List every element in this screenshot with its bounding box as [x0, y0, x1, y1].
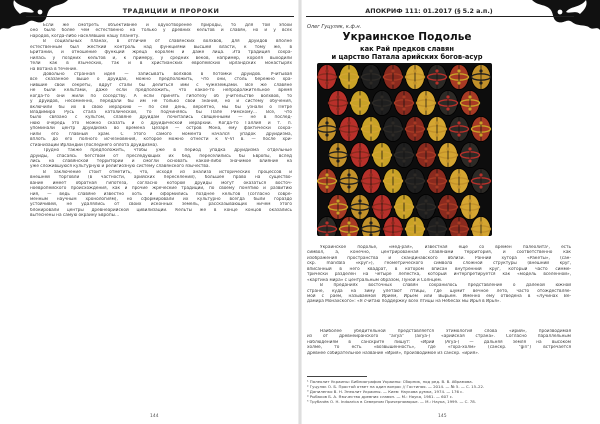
right-page-text-a	[307, 245, 571, 305]
article-title: Украинское Подолье	[342, 31, 472, 43]
pysanky-image	[317, 63, 492, 236]
text-line: блокировали центры древнеарийской цивилизации. Кельты же в конце концов оказались	[30, 207, 292, 213]
easter-egg	[406, 169, 425, 194]
article-subtitle-line1: как Рай предков славян	[360, 45, 454, 53]
book-gutter	[298, 0, 302, 424]
text-line: у друидов, несомненно, передали бы им не только свои знания, но и систему обучения,	[30, 99, 292, 105]
easter-egg	[351, 195, 370, 220]
easter-egg	[373, 91, 392, 116]
left-page-text	[30, 23, 292, 219]
easter-egg	[373, 143, 392, 168]
running-head-right: АПОКРИФ 111: 01.2017 (§ 5.2 a.п.)	[365, 7, 493, 15]
easter-egg	[395, 91, 414, 116]
text-line: наблюдениям в санскрите пишут: «Ирий (Arya-) — дальняя земля на высоком	[307, 339, 571, 345]
text-line: холме, то есть «возвышенность», где «гора-холм» (санскр. "giri") встречается	[307, 345, 571, 351]
easter-egg	[362, 169, 381, 194]
text-line: дамира Монахского»: «Я считаю поддержку всех птицы на Небесах мы Ирья в Ирья».	[307, 299, 501, 305]
article-author: Олег Гуцуляк, к.ф.н.	[307, 24, 362, 30]
text-line: мой с раем, называемой Ирием, Ирьем или Вырьем. Именно ему отведена в «Лучинах Ве-	[307, 293, 571, 299]
text-line: из от древнеиранского "airya" (airya-) «арийская страна». Согласно параллельным	[307, 334, 571, 340]
text-line: стране, куда на зиму улетают птицы, где шумит вечное лето, часто отождествляе-	[307, 288, 571, 294]
text-line: включили бы их в свою иерархию — по сей день, вероятно, мы бы узнали о Петре	[30, 104, 292, 110]
easter-egg	[340, 117, 359, 142]
right-page-text-b	[307, 329, 571, 356]
easter-egg	[450, 65, 469, 90]
text-line: ноевропейского происхождения, как и прочие жреческие традиции, по своему понятию и развитию	[30, 186, 292, 192]
easter-egg	[472, 65, 491, 90]
text-line: В преданиях восточных славян сохранилось представление о далёкой южной	[320, 283, 571, 289]
easter-egg	[461, 91, 480, 116]
easter-egg	[428, 169, 447, 194]
easter-egg	[439, 143, 458, 168]
easter-egg	[395, 195, 414, 220]
running-head-left: ТРАДИЦИИ И ПРОРОКИ	[122, 7, 220, 15]
easter-egg	[395, 143, 414, 168]
text-line: Британии, и отношение функций жреца королём и даже лица. Эта традиция сохра-	[30, 50, 292, 56]
easter-egg	[450, 117, 469, 142]
text-line: менным научным хронологиям), но сформировали их культурно всегда были гораздо	[30, 197, 292, 202]
easter-egg	[439, 195, 458, 220]
easter-egg	[461, 195, 480, 220]
easter-egg	[340, 65, 359, 90]
easter-egg	[461, 143, 480, 168]
easter-egg	[384, 117, 403, 142]
text-line: нюю очередь это можно сказать и о друидической иерархии. Когда-то Галлия и т. п.	[30, 120, 292, 126]
text-line: когда-то они жили по соседству. А если принять гипотезу об учительстве волхвов, то	[30, 93, 292, 99]
article-subtitle-line2: и царство Патала арийских богов-асур	[331, 53, 483, 61]
easter-egg	[351, 143, 370, 168]
text-line: уже сложившуюся культурную и религиозную систему славянского язычества.	[30, 164, 210, 170]
footnote: ⁴ Рыбаков Б. А. Язычество древних славян. — М.: Наука, 1981. — 607 с.	[307, 394, 454, 399]
text-line: Наиболее убедительной представляется этимология слова «ирий», производимая	[320, 329, 571, 334]
text-line: было связано с культом, славяне друидам почитались священными — не в послед-	[30, 115, 292, 121]
text-line: Трудно также предположить, чтобы уже в период упадка друидизма отдельные	[43, 148, 292, 154]
figure-pysanky	[317, 63, 492, 236]
text-line: вытеснены на самую окраину Европы…	[30, 213, 120, 219]
text-line: естественным был жёсткий контроль над функциями высшей власти, к тому же, в	[30, 44, 292, 50]
text-line: друиды, спасаясь бегством от преследующих их бед, переселились бы Европы, вслед	[30, 153, 292, 159]
easter-egg	[329, 195, 348, 220]
text-line: Владимира Русь стала католической, то подчиняясь бы Папе Римскому… Всё, что	[30, 110, 292, 115]
text-line: вписанный в него квадрат, в котором вписан внутренний круг, который часто симме-	[307, 266, 571, 272]
easter-egg	[362, 117, 381, 142]
easter-egg	[362, 65, 381, 90]
footnote-rule	[307, 376, 367, 377]
text-line: «картина мира» с центральным образом, Луной и Солнцем.	[307, 277, 443, 283]
text-line: внешней торговли (в частности, арийских переселений), большее право на существо-	[30, 175, 292, 181]
text-line: трически разделён на четыре лепестка, который интерпретируется как «модель вселенной»,	[307, 272, 571, 278]
text-line: устойчивей, не удалялись от своих исконных земель, рассказывающих ничем этого	[30, 202, 292, 208]
text-line: вплоть до его полного исчезновения, которое можно отнести к V–VI в. — после хри-	[30, 137, 292, 143]
easter-egg	[406, 117, 425, 142]
easter-egg	[340, 169, 359, 194]
text-line: лись на славянской территории и смогли основать какой-либо значимое влияние на	[30, 158, 292, 164]
text-line: всё сказанное выше о друидах, можно предположить, что они, столь бережно хра-	[30, 77, 292, 83]
text-line: упоминали центр друидизма во времена Цезаря — остров Мона, ему фактически сохра-	[30, 126, 292, 132]
easter-egg	[417, 91, 436, 116]
text-line: Если же смотреть объективнее и одухотворенее природы, то для той эпохи	[43, 23, 292, 28]
text-line: нилась у поздних кельтов и, к примеру, у средних веков, например, короля выходили	[30, 55, 292, 61]
easter-egg	[450, 169, 469, 194]
text-line: Украинское подолье, «мёд-рая», известная ещё со времён палеолита¹, есть	[320, 245, 571, 250]
text-line: ния, — ведь славяне известно хоть и оформились позднее кельтов (согласно совре-	[30, 191, 292, 197]
page-number-right: 145	[438, 414, 447, 419]
easter-egg	[417, 195, 436, 220]
easter-egg	[428, 117, 447, 142]
text-line: В социальных планах, в отличие от славянских волхвов, для друидов вполне	[43, 39, 292, 45]
text-line: народов, когда-либо населявших нашу планету.	[30, 33, 140, 39]
easter-egg	[472, 117, 491, 142]
easter-egg	[318, 117, 337, 142]
text-line: на Вотана в течение.	[30, 66, 78, 72]
text-line: вание имеет обратная гипотеза, согласно которой друиды могут оказаться восточ-	[30, 180, 292, 186]
easter-egg	[373, 195, 392, 220]
footnote: ¹ Палеолит Украины: Библиография Украины: Сборник, под ред. В. В. Абрамова.	[307, 379, 473, 384]
footnote: ³ Даниленко В. Н. Энеолит Украины. — Киев: Наукова думка, 1974. — 176 с.	[307, 389, 464, 394]
easter-egg	[318, 65, 337, 90]
header-rule-right	[306, 16, 574, 17]
text-line: скр. mandala «круг»), геометрического символа сложной структуры (внешний круг,	[307, 261, 571, 267]
text-line: древнее собирательное название «Ирия», производимое из санскр. «ирия».	[307, 350, 480, 356]
easter-egg	[318, 169, 337, 194]
page-number-left: 144	[150, 414, 159, 419]
text-line: Довольно странная идея — записывать волхвов в потомки друидов. Учитывая	[43, 71, 292, 77]
header-rule-left	[26, 16, 294, 17]
text-line: нившие свои секреты, вдруг стали бы делиться ими с чужеземцами. Всё же славяне	[30, 82, 292, 88]
easter-egg	[351, 91, 370, 116]
text-line: стианизации Ирландии (последнего оплота друидизма).	[30, 142, 159, 148]
text-line: не были кельтами, даже если предположить, что какое-то непродолжительное время	[30, 88, 292, 94]
text-line: тели как в языческих, так и в христианских европейских ирландских монастырях	[30, 61, 292, 67]
easter-egg	[329, 143, 348, 168]
footnotes	[307, 379, 571, 404]
text-line: символ, а, конечно, центрированная славянами территория, и соответственно как	[307, 250, 571, 256]
easter-egg	[329, 91, 348, 116]
text-line: В заключение стоит отметить, что, исходя из анализа исторических процессов и	[43, 169, 292, 175]
text-line: нили его главный храм. С этого самого момента начался упадок друидизма,	[30, 131, 292, 137]
easter-egg	[417, 143, 436, 168]
easter-egg	[472, 169, 491, 194]
easter-egg	[439, 91, 458, 116]
footnote: ² Гуцуляк О. Б. Простой ответ на один вопрос // Гостиная. — 2014. — № 5. — С. 15–22.	[307, 384, 485, 389]
text-line: оно было более чем естественно на только у древних кельтов и славян, но и у всех	[30, 28, 292, 34]
easter-egg	[384, 65, 403, 90]
easter-egg	[384, 169, 403, 194]
easter-egg	[428, 65, 447, 90]
text-line: изображения пространства и скандинавского вблизи. Ранний хутора «Ракеты», (сан-	[307, 255, 571, 261]
easter-egg	[406, 65, 425, 90]
footnote: ⁵ Трубачёв О. Н. Indoarica в Северном Причерноморье. — М.: Наука, 1999. — С. 78.	[307, 399, 476, 404]
